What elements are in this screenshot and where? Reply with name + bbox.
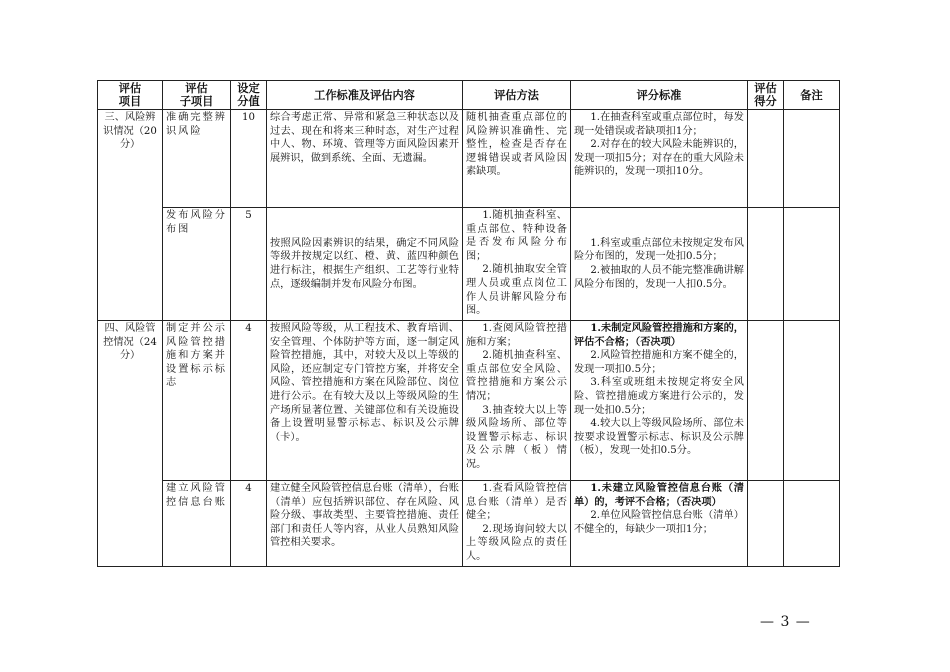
standard-cell: 建立健全风险管控信息台账（清单），台账（清单）应包括辨识部位、存在风险、风险分级、事故类型、主要管控措施、责任部门和责任人等内容，从业人员熟知风险管控相关要求。 bbox=[267, 481, 463, 567]
method-line: 随机抽查重点部位的风险辨识准确性、完整性，检查是否存在逻辑错误或者风险因素缺项。 bbox=[466, 112, 567, 178]
criteria-cell bbox=[571, 208, 748, 321]
criteria-line: 2.单位风险管控信息台账（清单）不健全的，每缺少一项扣1分； bbox=[574, 510, 744, 535]
table-header-row bbox=[98, 81, 840, 110]
header-score: 设定 分值 bbox=[231, 81, 267, 110]
score-cell: 4 bbox=[231, 481, 267, 567]
method-cell bbox=[463, 321, 571, 481]
criteria-line: 2.风险管控措施和方案不健全的，发现一项扣0.5分； bbox=[574, 350, 744, 375]
item-cell: 三、风险辨识情况（20分） bbox=[98, 110, 163, 321]
subitem-cell: 制定并公示风险管控措施和方案并设置标示标志 bbox=[163, 321, 231, 481]
method-line: 2.现场询问较大以上等级风险点的责任人。 bbox=[466, 523, 567, 562]
header-subitem: 评估 子项目 bbox=[163, 81, 231, 110]
criteria-line: 4.较大以上等级风险场所、部位未按要求设置警示标志、标识及公示牌（板），发现一处扣0.5分。 bbox=[574, 418, 744, 457]
remarks-cell bbox=[784, 110, 840, 208]
criteria-line: 1.在抽查科室或重点部位时，每发现一处错误或者缺项扣1分； bbox=[574, 112, 744, 137]
header-remarks: 备注 bbox=[784, 81, 840, 110]
table-row bbox=[98, 110, 840, 208]
criteria-line: 2.对存在的较大风险未能辨识的，发现一项扣5分；对存在的重大风险未能辨识的，发现一项扣10分。 bbox=[574, 139, 744, 178]
subitem-cell: 准确完整辨识风险 bbox=[163, 110, 231, 208]
method-cell bbox=[463, 481, 571, 567]
score-cell: 5 bbox=[231, 208, 267, 321]
table-row bbox=[98, 321, 840, 481]
method-cell bbox=[463, 208, 571, 321]
header-standard: 工作标准及评估内容 bbox=[267, 81, 463, 110]
header-criteria: 评分标准 bbox=[571, 81, 748, 110]
score-cell: 10 bbox=[231, 110, 267, 208]
method-line: 2.随机抽查科室、重点部位安全风险、管控措施和方案公示情况； bbox=[466, 350, 567, 402]
criteria-line: 2.被抽取的人员不能完整准确讲解风险分布图的，发现一人扣0.5分。 bbox=[574, 265, 744, 290]
standard-cell: 综合考虑正常、异常和紧急三种状态以及过去、现在和将来三种时态，对生产过程中人、物、环境、管理等方面风险因素开展辨识，做到系统、全面、无遗漏。 bbox=[267, 110, 463, 208]
remarks-cell bbox=[784, 481, 840, 567]
table-row bbox=[98, 208, 840, 321]
criteria-line-veto: 1.未制定风险管控措施和方案的，评估不合格；（否决项） bbox=[574, 322, 744, 348]
criteria-line-veto: 1.未建立风险管控信息台账（清单）的，考评不合格；（否决项） bbox=[574, 482, 744, 508]
method-line: 1.随机抽查科室、重点部位、特种设备是否发布风险分布图； bbox=[466, 210, 567, 262]
remarks-cell bbox=[784, 321, 840, 481]
header-item: 评估 项目 bbox=[98, 81, 163, 110]
header-method: 评估方法 bbox=[463, 81, 571, 110]
subitem-cell: 发布风险分布图 bbox=[163, 208, 231, 321]
evaluation-table bbox=[97, 80, 840, 567]
method-cell bbox=[463, 110, 571, 208]
result-cell bbox=[748, 321, 784, 481]
item-cell: 四、风险管控情况（24分） bbox=[98, 321, 163, 567]
criteria-line: 3.科室或班组未按规定将安全风险、管控措施或方案进行公示的，发现一处扣0.5分； bbox=[574, 377, 744, 416]
table-row bbox=[98, 481, 840, 567]
criteria-cell bbox=[571, 110, 748, 208]
result-cell bbox=[748, 481, 784, 567]
criteria-line: 1.科室或重点部位未按规定发布风险分布图的，发现一处扣0.5分； bbox=[574, 237, 744, 263]
score-cell: 4 bbox=[231, 321, 267, 481]
result-cell bbox=[748, 110, 784, 208]
criteria-cell bbox=[571, 321, 748, 481]
method-line: 2.随机抽取安全管理人员或重点岗位工作人员讲解风险分布图。 bbox=[466, 264, 567, 317]
standard-cell: 按照风险等级，从工程技术、教育培训、安全管理、个体防护等方面，逐一制定风险管控措施，其中，对较大及以上等级的风险，还应制定专门管控方案，并将安全风险、管控措施和方案在风险部位、岗位进行公示。在有较大及以上等级风险的生产场所显著位置、关键部位和有关设施设备上设置明显警示标志、标识及公示牌（卡）。 bbox=[267, 321, 463, 481]
result-cell bbox=[748, 208, 784, 321]
subitem-cell: 建立风险管控信息台账 bbox=[163, 481, 231, 567]
method-line: 3.抽查较大以上等级风险场所、部位等设置警示标志、标识及公示牌（板）情况。 bbox=[466, 404, 567, 470]
remarks-cell bbox=[784, 208, 840, 321]
standard-cell: 按照风险因素辨识的结果，确定不同风险等级并按规定以红、橙、黄、蓝四种颜色进行标注，根据生产组织、工艺等行业特点，逐级编制并发布风险分布图。 bbox=[267, 208, 463, 321]
method-line: 1.查阅风险管控措施和方案； bbox=[466, 323, 567, 348]
method-line: 1.查看风险管控信息台账（清单）是否健全； bbox=[466, 483, 567, 522]
header-result: 评估 得分 bbox=[748, 81, 784, 110]
criteria-cell bbox=[571, 481, 748, 567]
page-number: — 3 — bbox=[760, 614, 811, 630]
